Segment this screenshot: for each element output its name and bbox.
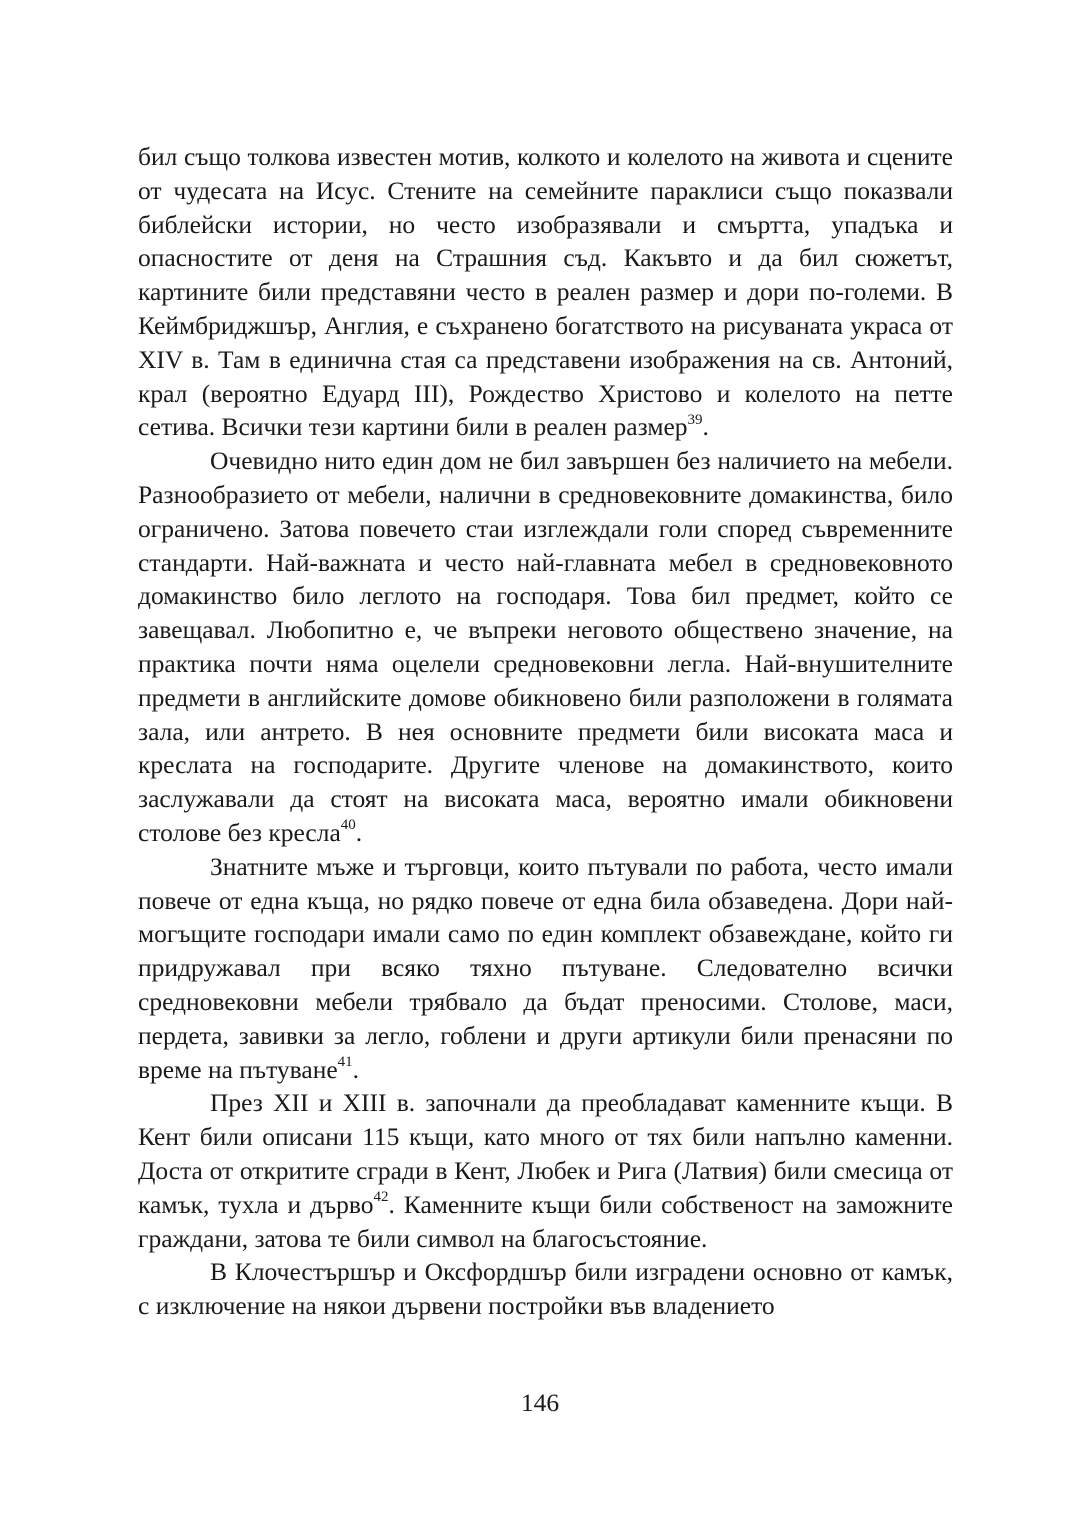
paragraph-5 <box>138 1255 953 1323</box>
page-number: 146 <box>520 1388 560 1417</box>
paragraph-3 <box>138 850 953 1087</box>
footnote-ref-40: 40 <box>340 817 356 834</box>
paragraph-5-text: В Клочестършър и Оксфордшър били изградени основно от камък, с изключение на някои дървени постройки във владението <box>138 1257 953 1321</box>
paragraph-1-text: бил също толкова известен мотив, колкото и колелото на живота и сцените от чудесата на Исус. Стените на семейните параклиси също показвали библейски истории, но често изобразявали и смъртта, упадъка и опасностите от деня на Страшния съд. Какъвто и да бил сюжетът, картините били представяни често в реален размер и дори по-големи. В Кеймбриджшър, Англия, е съхранено богатството на рисуваната украса от XIV в. Там в единична стая са представени изображения на св. Антоний, крал (вероятно Едуард III), Рождество Христово и колелото на петте сетива. Всички тези картини били в реален размер <box>138 142 953 442</box>
footnote-ref-42: 42 <box>373 1189 389 1206</box>
footnote-ref-39: 39 <box>687 411 703 428</box>
document-page <box>138 140 953 1323</box>
paragraph-2-text: Очевидно нито един дом не бил завършен без наличието на мебели. Разнообразието от мебели, налични в средновековните домакинства, било ограничено. Затова повечето стаи изглеждали голи според съвременните стандарти. Най-важната и често най-главната мебел в средновековното домакинство било леглото на господаря. Това бил предмет, който се завещавал. Любопитно е, че въпреки неговото обществено значение, на практика почти няма оцелели средновековни легла. Най-внушителните предмети в английските домове обикновено били разположени в голямата зала, или антрето. В нея основните предмети били високата маса и креслата на господарите. Другите членове на домакинството, които заслужавали да стоят на високата маса, вероятно имали обикновени столове без кресла <box>138 446 953 847</box>
paragraph-2 <box>138 444 953 850</box>
paragraph-1 <box>138 140 953 444</box>
paragraph-4-text: През XII и XIII в. започнали да преобладават каменните къщи. В Кент били описани 115 къщи, като много от тях били напълно каменни. Доста от откритите сгради в Кент, Любек и Рига (Латвия) били смесица от камък, тухла и дърво <box>138 1088 953 1219</box>
paragraph-2-tail: . <box>355 817 363 847</box>
footnote-ref-41: 41 <box>337 1054 353 1071</box>
paragraph-3-tail: . <box>352 1054 360 1084</box>
paragraph-3-text: Знатните мъже и търговци, които пътували по работа, често имали повече от една къща, но рядко повече от една била обзаведена. Дори най-могъщите господари имали само по един комплект обзавеждане, който ги придружавал при всяко тяхно пътуване. Следователно всички средновековни мебели трябвало да бъдат преносими. Столове, маси, пердета, завивки за легло, гоблени и други артикули били пренасяни по време на пътуване <box>138 851 953 1084</box>
paragraph-4 <box>138 1086 953 1255</box>
paragraph-1-tail: . <box>702 412 709 442</box>
paragraph-4-tail: . Каменните къщи били собственост на заможните граждани, затова те били символ на благосъстояние. <box>138 1189 953 1253</box>
